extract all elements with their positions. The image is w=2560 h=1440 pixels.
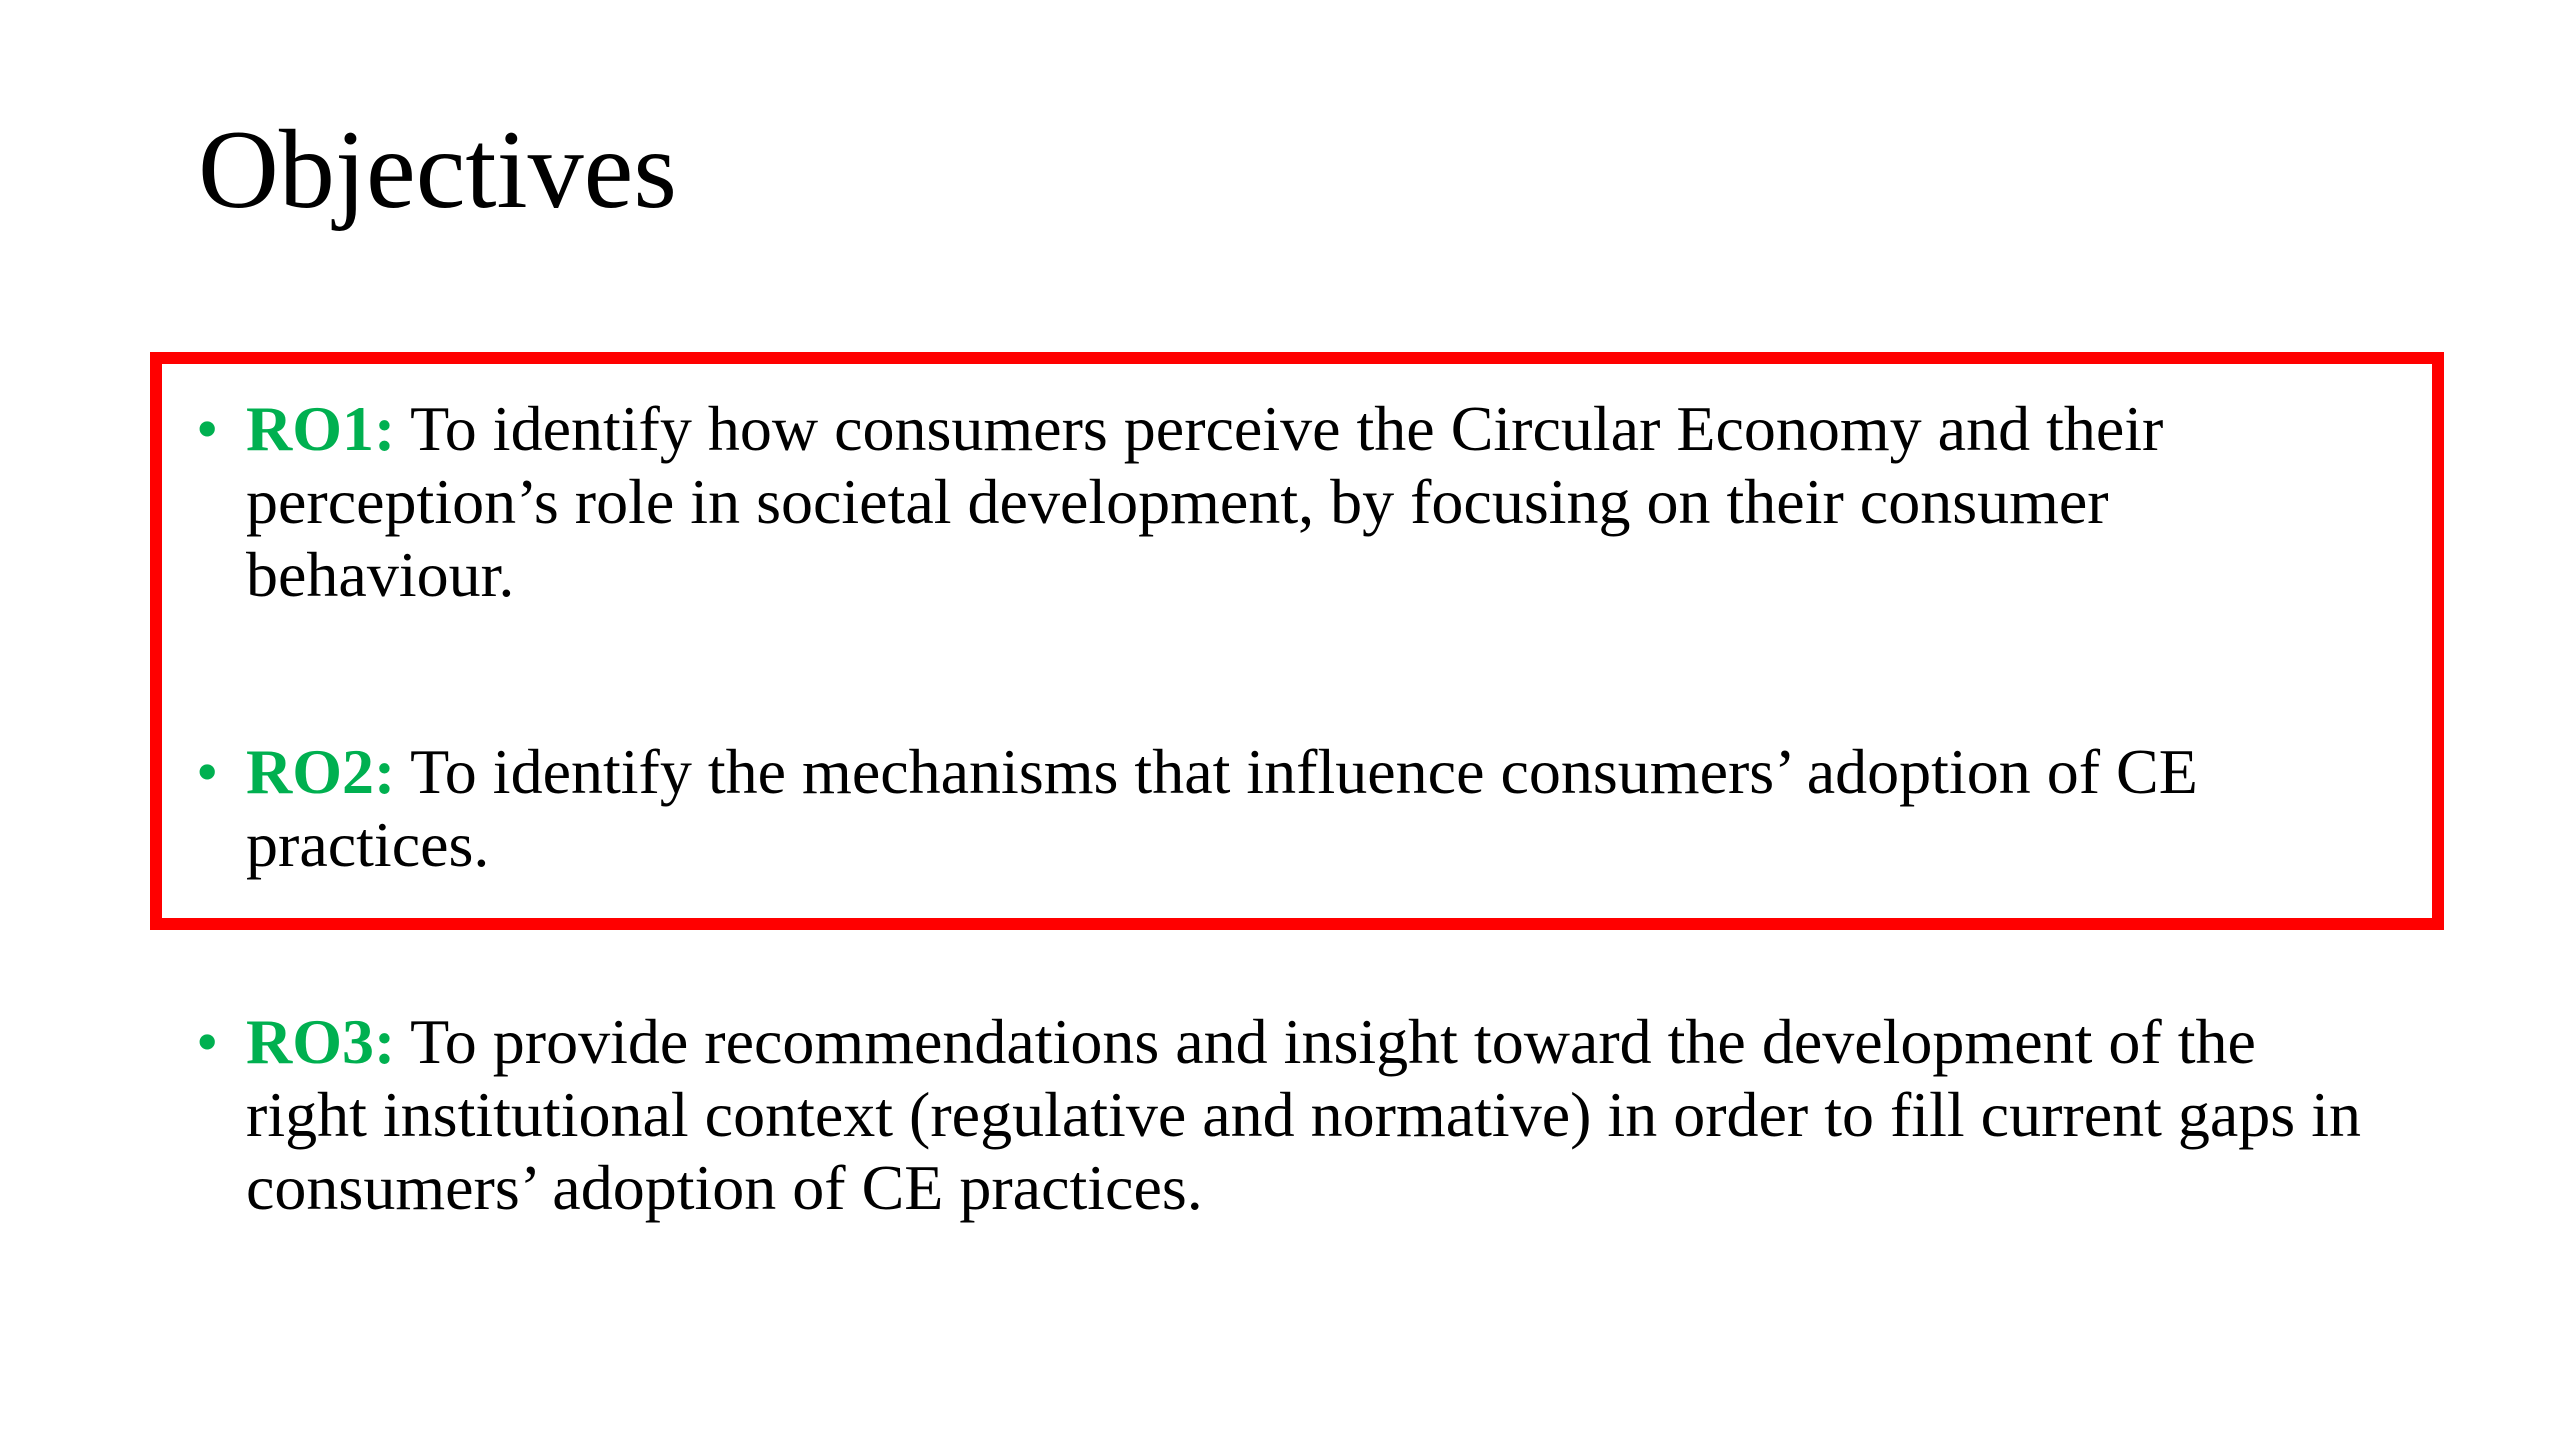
objective-item-ro2 [196, 735, 2386, 881]
objective-item-ro3 [196, 1005, 2386, 1224]
objective-text: To identify the mechanisms that influence consumers’ adoption of CE practices. [246, 736, 2198, 880]
objective-content [246, 392, 2386, 611]
objective-label: RO3: [246, 1006, 396, 1077]
objective-label: RO1: [246, 393, 396, 464]
objective-content [246, 1005, 2386, 1224]
bullet-icon: • [196, 393, 219, 464]
objective-content [246, 735, 2386, 881]
bullet-icon: • [196, 1006, 219, 1077]
objective-label: RO2: [246, 736, 396, 807]
objective-text: To identify how consumers perceive the Circular Economy and their perception’s role in societal development, by focusing on their consumer behaviour. [246, 393, 2164, 610]
bullet-icon: • [196, 736, 219, 807]
objective-text: To provide recommendations and insight toward the development of the right institutional context (regulative and normative) in order to fill current gaps in consumers’ adoption of CE practices. [246, 1006, 2361, 1223]
objective-item-ro1 [196, 392, 2386, 611]
slide-title: Objectives [198, 108, 677, 232]
